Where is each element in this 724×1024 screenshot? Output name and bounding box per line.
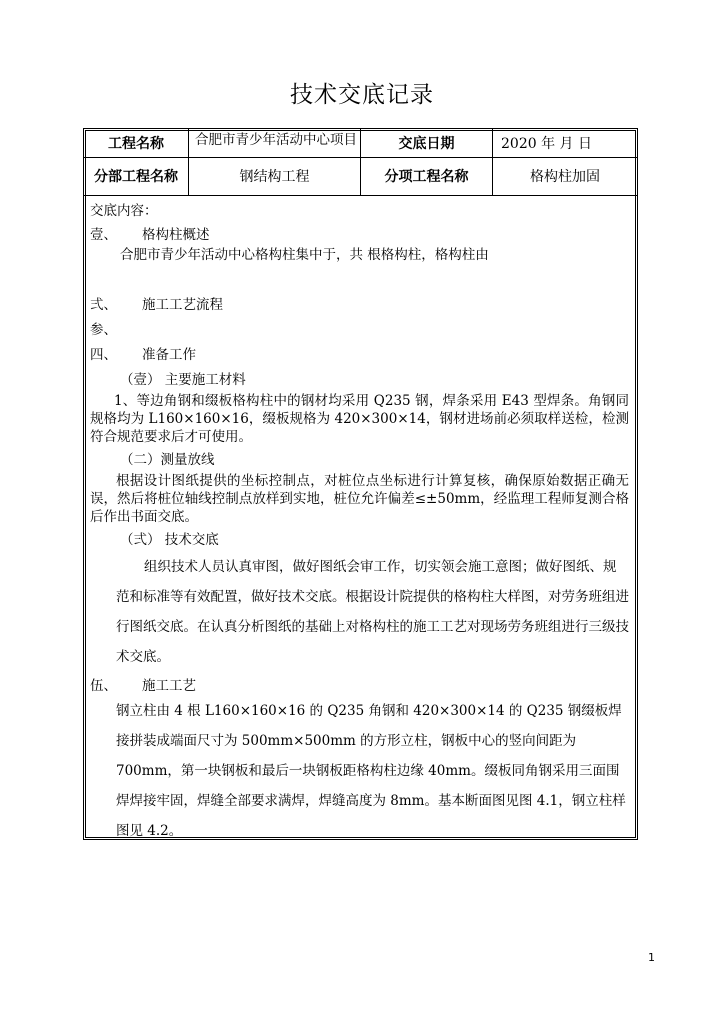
section-4-2-title: （二）测量放线	[120, 452, 215, 468]
sub-project-value: 钢结构工程	[189, 157, 361, 195]
section-5-heading	[90, 674, 629, 694]
page-number: 1	[648, 951, 655, 964]
date-label: 交底日期	[361, 129, 493, 157]
section-3-heading	[90, 318, 629, 338]
record-table	[83, 128, 638, 840]
section-4-1-text: 1、等边角钢和缀板格构柱中的钢材均采用 Q235 钢，焊条采用 E43 型焊条。角钢同规格均为 L160×160×16，缀板规格为 420×300×14，钢材进场前必须取样送检，检测符合规范要求后才可使用。	[90, 393, 629, 445]
section-4-3-text: 组织技术人员认真审图，做好图纸会审工作，切实领会施工意图；做好图纸、规范和标准等有效配置，做好技术交底。根据设计院提供的格构柱大样图，对劳务班组进行图纸交底。在认真分析图纸的基础上对格构柱的施工工艺对现场劳务班组进行三级技术交底。	[116, 559, 629, 665]
disclosure-content	[84, 196, 637, 839]
section-1-heading	[90, 223, 629, 243]
content-intro: 交底内容：	[90, 203, 158, 219]
sub-project-label: 分部工程名称	[84, 157, 189, 195]
section-5-text: 钢立柱由 4 根 L160×160×16 的 Q235 角钢和 420×300×14 的 Q235 钢缀板焊接拼装成端面尺寸为 500mm×500mm 的方形立柱，钢板中心的竖向间距为 700mm，第一块钢板和最后一块钢板距格构柱边缘 40mm。缀板同角钢采用三面围焊焊接牢固，焊缝全部要求满焊，焊缝高度为 8mm。基本断面图见图 4.1，钢立柱样图见 4.2。	[116, 703, 626, 839]
header-row-1	[84, 129, 637, 158]
item-value: 格构柱加固	[530, 169, 600, 185]
section-4-1-title: （壹） 主要施工材料	[120, 372, 246, 388]
section-4-3-title: （弍） 技术交底	[120, 532, 219, 548]
section-4-heading	[90, 343, 629, 363]
header-row-2	[84, 157, 637, 196]
section-1-title: 格构柱概述	[142, 227, 210, 243]
section-1-text: 合肥市青少年活动中心格构柱集中于，共 根格构柱，格构柱由	[120, 247, 489, 263]
project-name-label: 工程名称	[84, 129, 189, 157]
section-5-title: 施工工艺	[142, 678, 196, 694]
project-name-value: 合肥市青少年活动中心项目	[189, 129, 361, 157]
section-3-number: 参、	[90, 322, 117, 338]
section-4-number: 四、	[90, 347, 117, 363]
section-2-number: 弍、	[90, 297, 117, 313]
date-value: 2020 年 月 日	[501, 136, 592, 152]
section-4-2-text: 根据设计图纸提供的坐标控制点，对桩位点坐标进行计算复核，确保原始数据正确无误，然后将桩位轴线控制点放样到实地，桩位允许偏差≤±50mm，经监理工程师复测合格后作出书面交底。	[90, 473, 629, 525]
item-label: 分项工程名称	[361, 157, 493, 195]
page-title: 技术交底记录	[290, 82, 434, 108]
section-1-number: 壹、	[90, 227, 117, 243]
section-5-number: 伍、	[90, 678, 117, 694]
section-2-title: 施工工艺流程	[142, 297, 223, 313]
section-4-title: 准备工作	[142, 347, 196, 363]
section-2-heading	[90, 293, 629, 313]
